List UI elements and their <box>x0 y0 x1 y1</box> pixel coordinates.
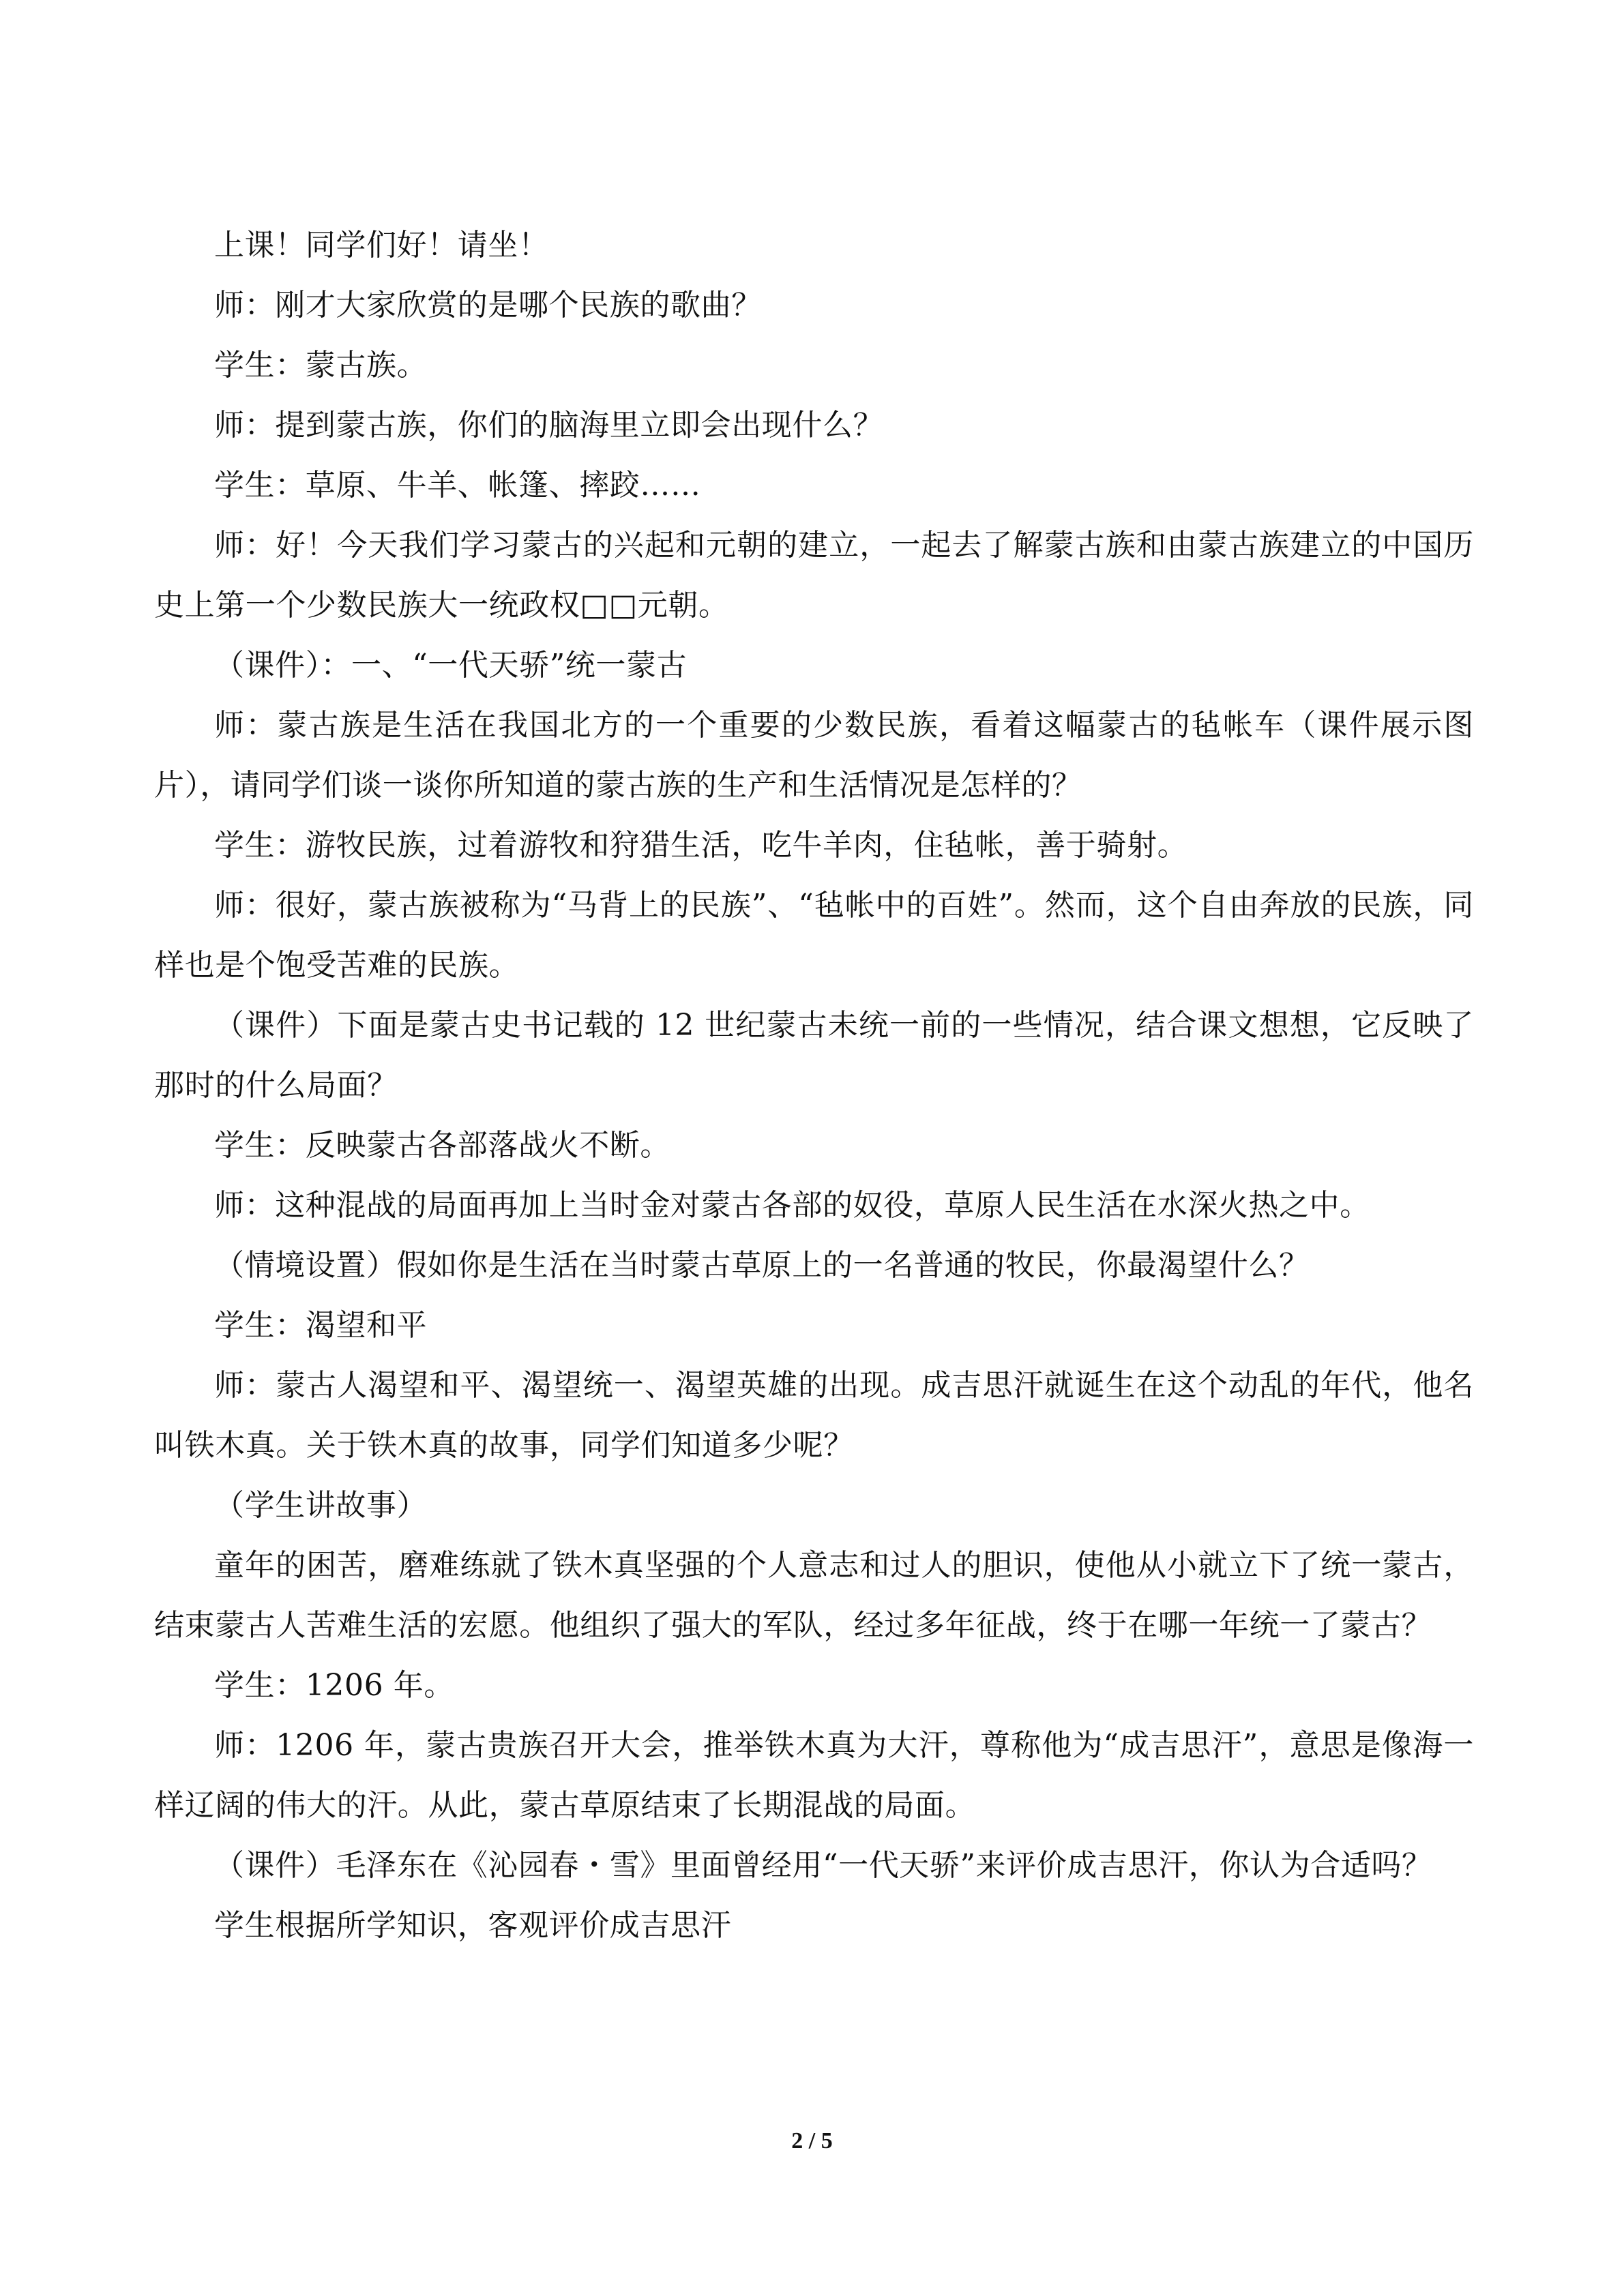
paragraph: 师：很好，蒙古族被称为“马背上的民族”、“毡帐中的百姓”。然而，这个自由奔放的民族，同样也是个饱受苦难的民族。 <box>154 888 1474 983</box>
paragraph: 学生：1206 年。 <box>214 1668 454 1703</box>
paragraph: 师：蒙古族是生活在我国北方的一个重要的少数民族，看着这幅蒙古的毡帐车（课件展示图片），请同学们谈一谈你所知道的蒙古族的生产和生活情况是怎样的？ <box>154 708 1474 803</box>
paragraph: 师：提到蒙古族，你们的脑海里立即会出现什么？ <box>214 408 884 443</box>
page-number: 2 / 5 <box>791 2128 833 2153</box>
paragraph: 上课！同学们好！请坐！ <box>214 228 549 263</box>
paragraph: 童年的困苦，磨难练就了铁木真坚强的个人意志和过人的胆识，使他从小就立下了统一蒙古，结束蒙古人苦难生活的宏愿。他组织了强大的军队，经过多年征战，终于在哪一年统一了蒙古？ <box>154 1548 1474 1643</box>
paragraph: （课件）毛泽东在《沁园春・雪》里面曾经用“一代天骄”来评价成吉思汗，你认为合适吗？ <box>214 1848 1432 1883</box>
paragraph: 学生：游牧民族，过着游牧和狩猎生活，吃牛羊肉，住毡帐，善于骑射。 <box>214 828 1188 863</box>
paragraph: 学生：渴望和平 <box>214 1308 428 1343</box>
paragraph: 学生根据所学知识，客观评价成吉思汗 <box>214 1908 732 1943</box>
paragraph: （课件）：一、“一代天骄”统一蒙古 <box>214 648 688 683</box>
document-body <box>154 215 1474 1956</box>
paragraph: 师：1206 年，蒙古贵族召开大会，推举铁木真为大汗，尊称他为“成吉思汗”，意思是像海一样辽阔的伟大的汗。从此，蒙古草原结束了长期混战的局面。 <box>154 1728 1474 1823</box>
paragraph: 学生：蒙古族。 <box>214 348 428 383</box>
paragraph: （课件）下面是蒙古史书记载的 12 世纪蒙古未统一前的一些情况，结合课文想想，它反映了那时的什么局面？ <box>154 1008 1474 1103</box>
paragraph: 学生：反映蒙古各部落战火不断。 <box>214 1128 670 1163</box>
paragraph: （情境设置）假如你是生活在当时蒙古草原上的一名普通的牧民，你最渴望什么？ <box>214 1248 1310 1283</box>
paragraph: （学生讲故事） <box>214 1488 428 1523</box>
paragraph: 学生：草原、牛羊、帐篷、摔跤…… <box>214 468 701 503</box>
paragraph: 师：蒙古人渴望和平、渴望统一、渴望英雄的出现。成吉思汗就诞生在这个动乱的年代，他名叫铁木真。关于铁木真的故事，同学们知道多少呢？ <box>154 1368 1474 1463</box>
paragraph: 师：这种混战的局面再加上当时金对蒙古各部的奴役，草原人民生活在水深火热之中。 <box>214 1188 1370 1223</box>
paragraph: 师：刚才大家欣赏的是哪个民族的歌曲？ <box>214 288 762 323</box>
paragraph: 师：好！今天我们学习蒙古的兴起和元朝的建立，一起去了解蒙古族和由蒙古族建立的中国历史上第一个少数民族大一统政权□□元朝。 <box>154 528 1474 623</box>
